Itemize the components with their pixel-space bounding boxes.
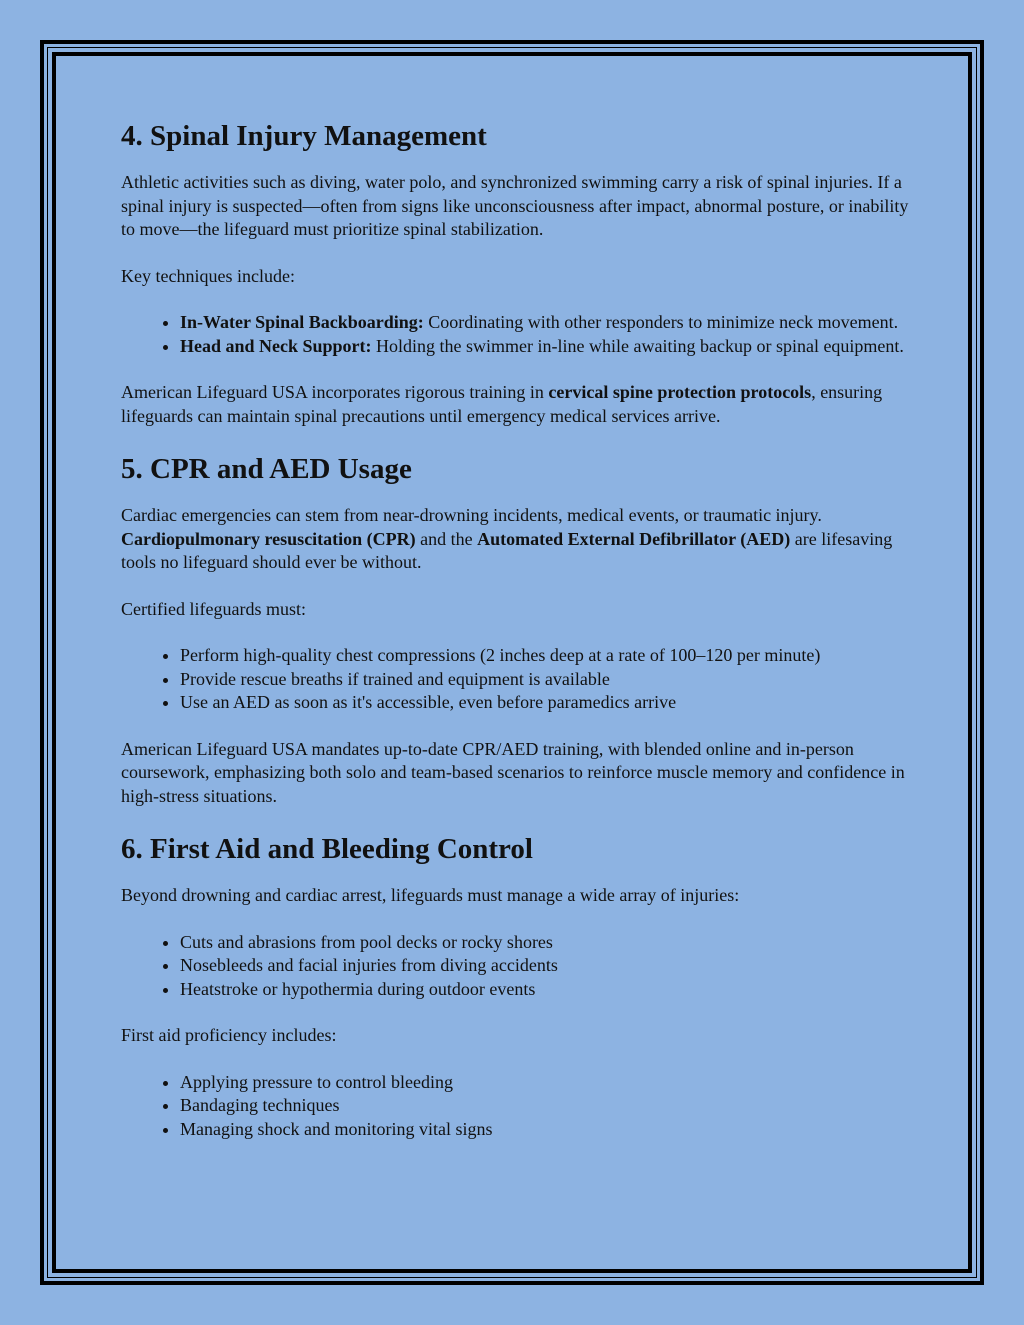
bullet-list	[121, 1071, 911, 1142]
section-heading: 4. Spinal Injury Management	[121, 120, 487, 152]
list-item: • Nosebleeds and facial injuries from diving accidents	[180, 954, 911, 978]
list-item: • Bandaging techniques	[180, 1094, 911, 1118]
paragraph: Athletic activities such as diving, water polo, and synchronized swimming carry a risk of spinal injuries. If a spinal injury is suspected—often from signs like unconsciousness after impact, abnormal posture, or inability to move—the lifeguard must prioritize spinal stabilization.	[121, 172, 909, 239]
bold-term: In-Water Spinal Backboarding:	[180, 312, 424, 332]
bold-term: Head and Neck Support:	[180, 335, 372, 356]
list-item: • Provide rescue breaths if trained and equipment is available	[180, 668, 911, 692]
list-item: • Perform high-quality chest compressions (2 inches deep at a rate of 100–120 per minute)	[180, 644, 911, 668]
text-run: American Lifeguard USA incorporates rigorous training in	[121, 382, 549, 402]
section-heading: 6. First Aid and Bleeding Control	[121, 833, 533, 865]
document-body	[121, 118, 911, 1164]
bullet-list	[121, 931, 911, 1002]
list-item	[180, 335, 911, 359]
paragraph	[121, 504, 911, 575]
bold-term: cervical spine protection protocols	[548, 382, 812, 402]
section-heading: 5. CPR and AED Usage	[121, 453, 412, 485]
paragraph: First aid proficiency includes:	[121, 1025, 337, 1045]
bold-term: Automated External Defibrillator (AED)	[477, 528, 791, 549]
bullet-list	[121, 644, 911, 715]
text-run: Cardiac emergencies can stem from near-drowning incidents, medical events, or traumatic injury.	[121, 505, 822, 525]
list-item	[180, 311, 911, 335]
text-run: are lifesaving tools no lifeguard should ever be without.	[121, 528, 893, 572]
bullet-list	[121, 311, 911, 358]
paragraph: Key techniques include:	[121, 265, 295, 286]
paragraph	[121, 381, 911, 428]
list-item-text: Holding the swimmer in-line while awaiting backup or spinal equipment.	[371, 335, 904, 356]
text-run: , ensuring lifeguards can maintain spinal precautions until emergency medical services arrive.	[121, 382, 883, 426]
section-spinal-injury	[121, 118, 911, 428]
list-item: • Heatstroke or hypothermia during outdoor events	[180, 978, 911, 1002]
bold-term: Cardiopulmonary resuscitation (CPR)	[121, 528, 416, 549]
list-item: • Use an AED as soon as it's accessible, even before paramedics arrive	[180, 691, 911, 715]
list-item-text: Coordinating with other responders to minimize neck movement.	[423, 312, 899, 332]
section-cpr-aed	[121, 451, 911, 808]
section-first-aid	[121, 831, 911, 1141]
paragraph: Certified lifeguards must:	[121, 598, 306, 619]
paragraph: American Lifeguard USA mandates up-to-date CPR/AED training, with blended online and in-person coursework, emphasizing both solo and team-based scenarios to reinforce muscle memory and confidence in high-stress situations.	[121, 738, 905, 806]
paragraph: Beyond drowning and cardiac arrest, lifeguards must manage a wide array of injuries:	[121, 885, 740, 905]
list-item: • Managing shock and monitoring vital signs	[180, 1118, 911, 1142]
text-run: and the	[415, 528, 478, 549]
list-item: • Cuts and abrasions from pool decks or rocky shores	[180, 931, 911, 955]
list-item: • Applying pressure to control bleeding	[180, 1071, 911, 1095]
